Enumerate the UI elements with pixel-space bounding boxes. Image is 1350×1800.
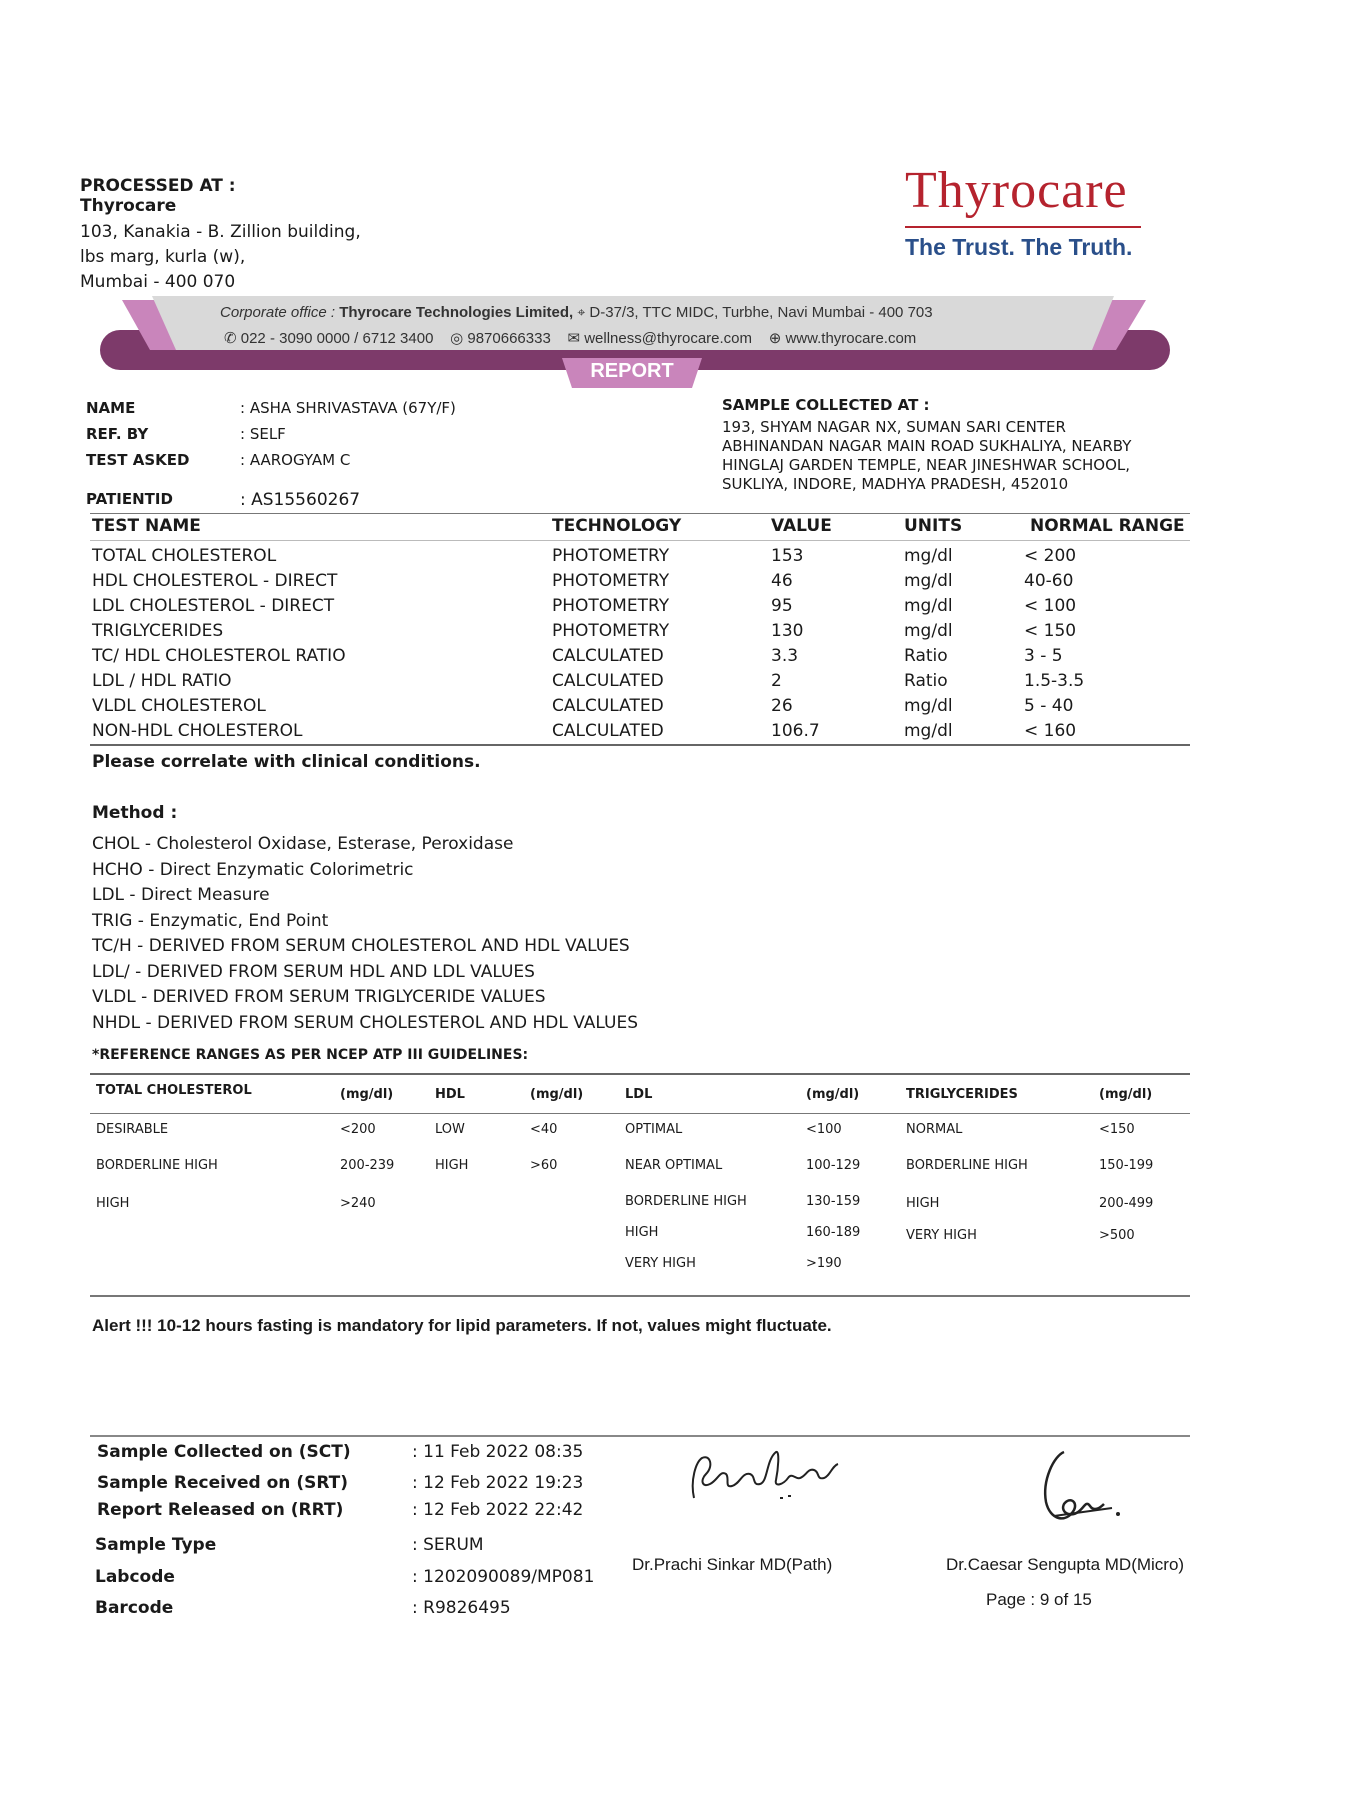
ref-header-unit: (mg/dl) bbox=[530, 1087, 584, 1102]
thyrocare-logo bbox=[905, 160, 1155, 261]
doctor-prachi-sinkar: Dr.Prachi Sinkar MD(Path) bbox=[632, 1555, 833, 1574]
ref-category: NORMAL bbox=[906, 1122, 963, 1137]
ref-by-value: : SELF bbox=[240, 425, 286, 443]
result-row bbox=[92, 621, 1192, 646]
method-line: TRIG - Enzymatic, End Point bbox=[92, 911, 329, 931]
ref-header-ldl: LDL bbox=[625, 1087, 653, 1102]
ref-category: HIGH bbox=[96, 1196, 130, 1211]
normal-range: 1.5-3.5 bbox=[1024, 671, 1085, 691]
test-name: TRIGLYCERIDES bbox=[92, 621, 224, 641]
technology: CALCULATED bbox=[552, 721, 664, 741]
ref-category: BORDERLINE HIGH bbox=[906, 1158, 1028, 1173]
results-header-rule bbox=[90, 540, 1190, 541]
value: 3.3 bbox=[771, 646, 799, 666]
value: 2 bbox=[771, 671, 782, 691]
ref-range: 200-499 bbox=[1099, 1196, 1154, 1211]
corporate-banner bbox=[96, 296, 1176, 390]
test-name: HDL CHOLESTEROL - DIRECT bbox=[92, 571, 338, 591]
ref-range: 150-199 bbox=[1099, 1158, 1154, 1173]
test-name: VLDL CHOLESTEROL bbox=[92, 696, 266, 716]
test-asked-label: TEST ASKED bbox=[86, 451, 190, 469]
correlate-note: Please correlate with clinical conditions. bbox=[92, 752, 481, 772]
ref-header-triglycerides: TRIGLYCERIDES bbox=[906, 1087, 1018, 1102]
ref-category: VERY HIGH bbox=[625, 1256, 696, 1271]
contact-line bbox=[224, 329, 916, 347]
value: 106.7 bbox=[771, 721, 820, 741]
ref-range: <150 bbox=[1099, 1122, 1135, 1137]
corporate-label: Corporate office : bbox=[220, 304, 336, 321]
test-name: TOTAL CHOLESTEROL bbox=[92, 546, 277, 566]
result-row bbox=[92, 571, 1192, 596]
normal-range: < 100 bbox=[1024, 596, 1077, 616]
location-pin-icon: ⌖ bbox=[577, 304, 586, 320]
corporate-name: Thyrocare Technologies Limited, bbox=[339, 304, 574, 321]
phone-number: 022 - 3090 0000 / 6712 3400 bbox=[240, 330, 434, 347]
value: 130 bbox=[771, 621, 804, 641]
normal-range: < 160 bbox=[1024, 721, 1077, 741]
fasting-alert: Alert !!! 10-12 hours fasting is mandatory for lipid parameters. If not, values might fluctuate. bbox=[92, 1316, 832, 1335]
ref-category: HIGH bbox=[906, 1196, 940, 1211]
units: mg/dl bbox=[904, 571, 953, 591]
method-line: TC/H - DERIVED FROM SERUM CHOLESTEROL AND HDL VALUES bbox=[92, 936, 630, 956]
page-number: Page : 9 of 15 bbox=[986, 1590, 1092, 1609]
test-asked-value: : AAROGYAM C bbox=[240, 451, 351, 469]
ref-range: <100 bbox=[806, 1122, 842, 1137]
result-row bbox=[92, 596, 1192, 621]
email-icon: ✉ bbox=[567, 330, 581, 347]
ref-category: HIGH bbox=[435, 1158, 469, 1173]
ref-category: VERY HIGH bbox=[906, 1228, 977, 1243]
test-name: NON-HDL CHOLESTEROL bbox=[92, 721, 303, 741]
patient-id-value: : AS15560267 bbox=[240, 490, 361, 510]
processed-at-name: Thyrocare bbox=[80, 196, 177, 216]
footer-rule bbox=[90, 1435, 1190, 1437]
header-test-name: TEST NAME bbox=[92, 516, 201, 536]
sample-collected-at-address bbox=[722, 418, 1131, 494]
test-name: LDL CHOLESTEROL - DIRECT bbox=[92, 596, 335, 616]
ref-category: HIGH bbox=[625, 1225, 659, 1240]
value: 153 bbox=[771, 546, 804, 566]
globe-icon: ⊕ bbox=[768, 330, 782, 347]
ref-range: 160-189 bbox=[806, 1225, 861, 1240]
technology: CALCULATED bbox=[552, 696, 664, 716]
test-name: LDL / HDL RATIO bbox=[92, 671, 232, 691]
report-released-label: Report Released on (RRT) bbox=[97, 1500, 344, 1520]
results-top-rule bbox=[90, 513, 1190, 514]
value: 46 bbox=[771, 571, 793, 591]
test-name: TC/ HDL CHOLESTEROL RATIO bbox=[92, 646, 346, 666]
ref-category: OPTIMAL bbox=[625, 1122, 683, 1137]
ref-range: >60 bbox=[530, 1158, 558, 1173]
ref-range: >190 bbox=[806, 1256, 842, 1271]
email-address: wellness@thyrocare.com bbox=[584, 330, 753, 347]
reference-header-rule bbox=[90, 1113, 1190, 1114]
sample-type-label: Sample Type bbox=[95, 1535, 217, 1555]
phone-icon: ✆ bbox=[224, 330, 237, 347]
sample-address-line-1: 193, SHYAM NAGAR NX, SUMAN SARI CENTER bbox=[722, 418, 1066, 436]
report-released-value: : 12 Feb 2022 22:42 bbox=[412, 1500, 584, 1520]
normal-range: 3 - 5 bbox=[1024, 646, 1063, 666]
ref-header-unit: (mg/dl) bbox=[1099, 1087, 1153, 1102]
processed-at-address-2: lbs marg, kurla (w), bbox=[80, 247, 246, 267]
technology: PHOTOMETRY bbox=[552, 546, 670, 566]
corporate-office-line bbox=[220, 304, 933, 321]
labcode-value: : 1202090089/MP081 bbox=[412, 1567, 595, 1587]
normal-range: < 150 bbox=[1024, 621, 1077, 641]
result-row bbox=[92, 646, 1192, 671]
header-normal-range: NORMAL RANGE bbox=[1030, 516, 1185, 536]
processed-at-address-1: 103, Kanakia - B. Zillion building, bbox=[80, 222, 361, 242]
technology: PHOTOMETRY bbox=[552, 621, 670, 641]
ref-range: 200-239 bbox=[340, 1158, 395, 1173]
logo-brand: Thyrocare bbox=[905, 162, 1128, 219]
normal-range: 40-60 bbox=[1024, 571, 1074, 591]
website-address: www.thyrocare.com bbox=[785, 330, 917, 347]
ref-range: 100-129 bbox=[806, 1158, 861, 1173]
labcode-label: Labcode bbox=[95, 1567, 175, 1587]
processed-at-address-3: Mumbai - 400 070 bbox=[80, 272, 236, 292]
ref-range: <200 bbox=[340, 1122, 376, 1137]
value: 95 bbox=[771, 596, 793, 616]
signature-caesar-sengupta bbox=[1020, 1440, 1130, 1540]
ref-range: <40 bbox=[530, 1122, 558, 1137]
reference-title: *REFERENCE RANGES AS PER NCEP ATP III GUIDELINES: bbox=[92, 1047, 529, 1063]
method-line: NHDL - DERIVED FROM SERUM CHOLESTEROL AND HDL VALUES bbox=[92, 1013, 639, 1033]
ref-category: BORDERLINE HIGH bbox=[96, 1158, 218, 1173]
sample-address-line-2: ABHINANDAN NAGAR MAIN ROAD SUKHALIYA, NEARBY bbox=[722, 437, 1132, 455]
name-label: NAME bbox=[86, 399, 136, 417]
technology: PHOTOMETRY bbox=[552, 596, 670, 616]
ref-range: >500 bbox=[1099, 1228, 1135, 1243]
units: mg/dl bbox=[904, 696, 953, 716]
method-line: LDL - Direct Measure bbox=[92, 885, 270, 905]
logo-divider bbox=[905, 226, 1141, 228]
corporate-address: D-37/3, TTC MIDC, Turbhe, Navi Mumbai - 400 703 bbox=[589, 304, 933, 321]
result-row bbox=[92, 696, 1192, 721]
sample-received-label: Sample Received on (SRT) bbox=[97, 1473, 349, 1493]
sample-type-value: : SERUM bbox=[412, 1535, 484, 1555]
barcode-label: Barcode bbox=[95, 1598, 174, 1618]
reference-top-rule bbox=[90, 1073, 1190, 1075]
method-line: VLDL - DERIVED FROM SERUM TRIGLYCERIDE VALUES bbox=[92, 987, 546, 1007]
normal-range: < 200 bbox=[1024, 546, 1077, 566]
result-row bbox=[92, 546, 1192, 571]
report-label: REPORT bbox=[590, 360, 674, 382]
method-line: CHOL - Cholesterol Oxidase, Esterase, Peroxidase bbox=[92, 834, 514, 854]
ref-category: LOW bbox=[435, 1122, 465, 1137]
sample-address-line-4: SUKLIYA, INDORE, MADHYA PRADESH, 452010 bbox=[722, 475, 1069, 493]
reference-bottom-rule bbox=[90, 1295, 1190, 1297]
units: mg/dl bbox=[904, 621, 953, 641]
method-title: Method : bbox=[92, 803, 178, 823]
sample-collected-at-label: SAMPLE COLLECTED AT : bbox=[722, 396, 930, 414]
method-line: HCHO - Direct Enzymatic Colorimetric bbox=[92, 860, 414, 880]
units: Ratio bbox=[904, 646, 948, 666]
header-value: VALUE bbox=[771, 516, 832, 536]
ref-by-label: REF. BY bbox=[86, 425, 149, 443]
barcode-value: : R9826495 bbox=[412, 1598, 511, 1618]
technology: CALCULATED bbox=[552, 646, 664, 666]
whatsapp-number: 9870666333 bbox=[467, 330, 551, 347]
logo-tagline: The Trust. The Truth. bbox=[905, 234, 1133, 260]
ref-header-unit: (mg/dl) bbox=[806, 1087, 860, 1102]
doctor-caesar-sengupta: Dr.Caesar Sengupta MD(Micro) bbox=[946, 1555, 1185, 1574]
result-row bbox=[92, 671, 1192, 696]
result-row bbox=[92, 721, 1192, 746]
units: mg/dl bbox=[904, 596, 953, 616]
units: mg/dl bbox=[904, 721, 953, 741]
name-value: : ASHA SHRIVASTAVA (67Y/F) bbox=[240, 399, 456, 417]
ref-category: DESIRABLE bbox=[96, 1122, 169, 1137]
patient-id-label: PATIENTID bbox=[86, 490, 173, 508]
ref-header-hdl: HDL bbox=[435, 1087, 465, 1102]
processed-at-label: PROCESSED AT : bbox=[80, 176, 236, 196]
sample-received-value: : 12 Feb 2022 19:23 bbox=[412, 1473, 584, 1493]
ref-range: 130-159 bbox=[806, 1194, 861, 1209]
ref-header-unit: (mg/dl) bbox=[340, 1087, 394, 1102]
whatsapp-icon: ◎ bbox=[450, 330, 464, 347]
units: Ratio bbox=[904, 671, 948, 691]
technology: CALCULATED bbox=[552, 671, 664, 691]
ref-header-total-cholesterol: TOTAL CHOLESTEROL bbox=[96, 1083, 252, 1098]
sample-collected-value: : 11 Feb 2022 08:35 bbox=[412, 1442, 584, 1462]
header-units: UNITS bbox=[904, 516, 963, 536]
ref-category: BORDERLINE HIGH bbox=[625, 1194, 747, 1209]
sample-collected-label: Sample Collected on (SCT) bbox=[97, 1442, 351, 1462]
header-technology: TECHNOLOGY bbox=[552, 516, 682, 536]
ref-range: >240 bbox=[340, 1196, 376, 1211]
ref-category: NEAR OPTIMAL bbox=[625, 1158, 723, 1173]
signature-prachi-sinkar bbox=[680, 1440, 850, 1520]
normal-range: 5 - 40 bbox=[1024, 696, 1074, 716]
sample-address-line-3: HINGLAJ GARDEN TEMPLE, NEAR JINESHWAR SCHOOL, bbox=[722, 456, 1130, 474]
results-bottom-rule bbox=[90, 744, 1190, 746]
technology: PHOTOMETRY bbox=[552, 571, 670, 591]
units: mg/dl bbox=[904, 546, 953, 566]
value: 26 bbox=[771, 696, 793, 716]
method-line: LDL/ - DERIVED FROM SERUM HDL AND LDL VALUES bbox=[92, 962, 535, 982]
